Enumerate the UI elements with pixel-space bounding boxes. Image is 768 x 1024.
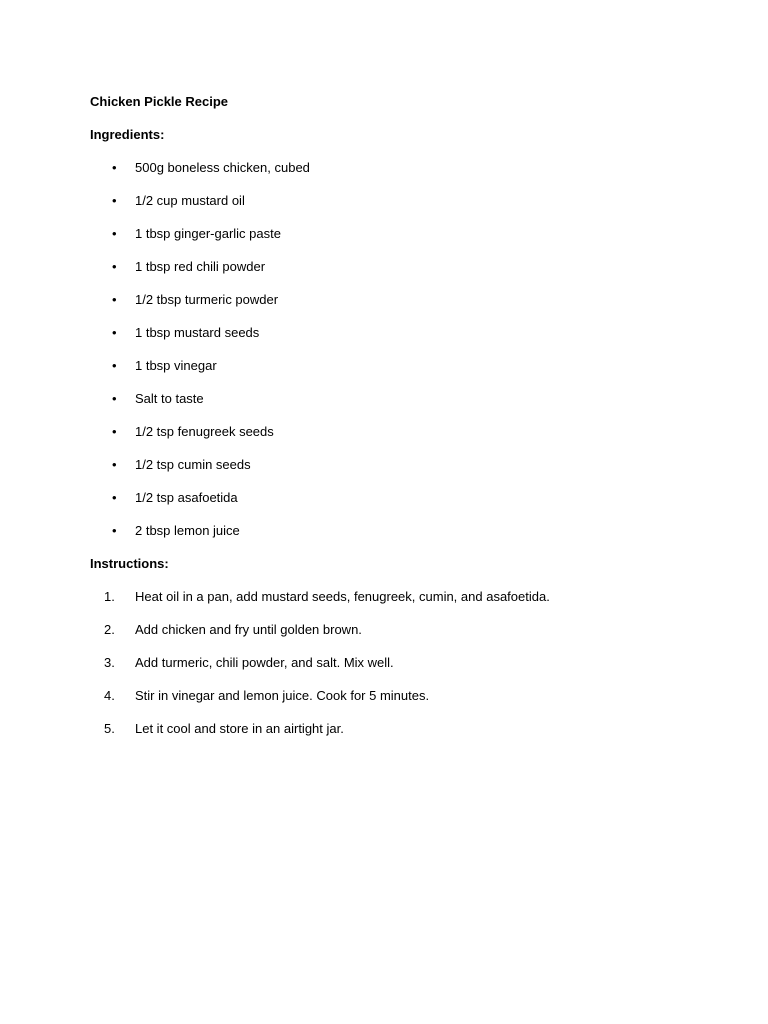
list-item [90,225,710,258]
ingredient-text: 1 tbsp ginger-garlic paste [135,226,281,241]
bullet-icon: • [112,358,117,373]
ingredient-text: 1/2 tsp asafoetida [135,490,238,505]
bullet-icon: • [112,325,117,340]
list-item [90,522,710,555]
bullet-icon: • [112,193,117,208]
ingredient-text: 1 tbsp vinegar [135,358,217,373]
step-number: 1. [104,589,115,604]
ingredient-text: 1/2 tbsp turmeric powder [135,292,279,307]
list-item [90,357,710,390]
ingredient-text: 1/2 tsp fenugreek seeds [135,424,274,439]
list-item [90,423,710,456]
bullet-icon: • [112,457,117,472]
list-item [90,258,710,291]
list-item [90,720,710,753]
step-text: Heat oil in a pan, add mustard seeds, fenugreek, cumin, and asafoetida. [135,589,550,604]
step-number: 3. [104,655,115,670]
ingredient-text: 2 tbsp lemon juice [135,523,240,538]
list-item [90,159,710,192]
bullet-icon: • [112,160,117,175]
bullet-icon: • [112,259,117,274]
bullet-icon: • [112,523,117,538]
ingredients-list [90,159,710,555]
step-number: 5. [104,721,115,736]
list-item [90,654,710,687]
list-item [90,687,710,720]
list-item [90,390,710,423]
list-item [90,621,710,654]
list-item [90,588,710,621]
ingredient-text: 1/2 cup mustard oil [135,193,245,208]
list-item [90,291,710,324]
ingredient-text: 1/2 tsp cumin seeds [135,457,251,472]
instructions-list [90,588,710,753]
bullet-icon: • [112,292,117,307]
step-number: 4. [104,688,115,703]
step-text: Add turmeric, chili powder, and salt. Mix well. [135,655,394,670]
ingredients-heading: Ingredients: [90,127,165,142]
list-item [90,192,710,225]
step-number: 2. [104,622,115,637]
bullet-icon: • [112,424,117,439]
list-item [90,489,710,522]
ingredient-text: 500g boneless chicken, cubed [135,160,310,175]
list-item [90,456,710,489]
step-text: Stir in vinegar and lemon juice. Cook for 5 minutes. [135,688,430,703]
list-item [90,324,710,357]
step-text: Let it cool and store in an airtight jar. [135,721,344,736]
bullet-icon: • [112,490,117,505]
bullet-icon: • [112,391,117,406]
step-text: Add chicken and fry until golden brown. [135,622,362,637]
recipe-title: Chicken Pickle Recipe [90,94,229,109]
ingredient-text: Salt to taste [135,391,204,406]
document-page [90,93,710,753]
bullet-icon: • [112,226,117,241]
instructions-heading: Instructions: [90,556,169,571]
ingredient-text: 1 tbsp mustard seeds [135,325,260,340]
ingredient-text: 1 tbsp red chili powder [135,259,266,274]
